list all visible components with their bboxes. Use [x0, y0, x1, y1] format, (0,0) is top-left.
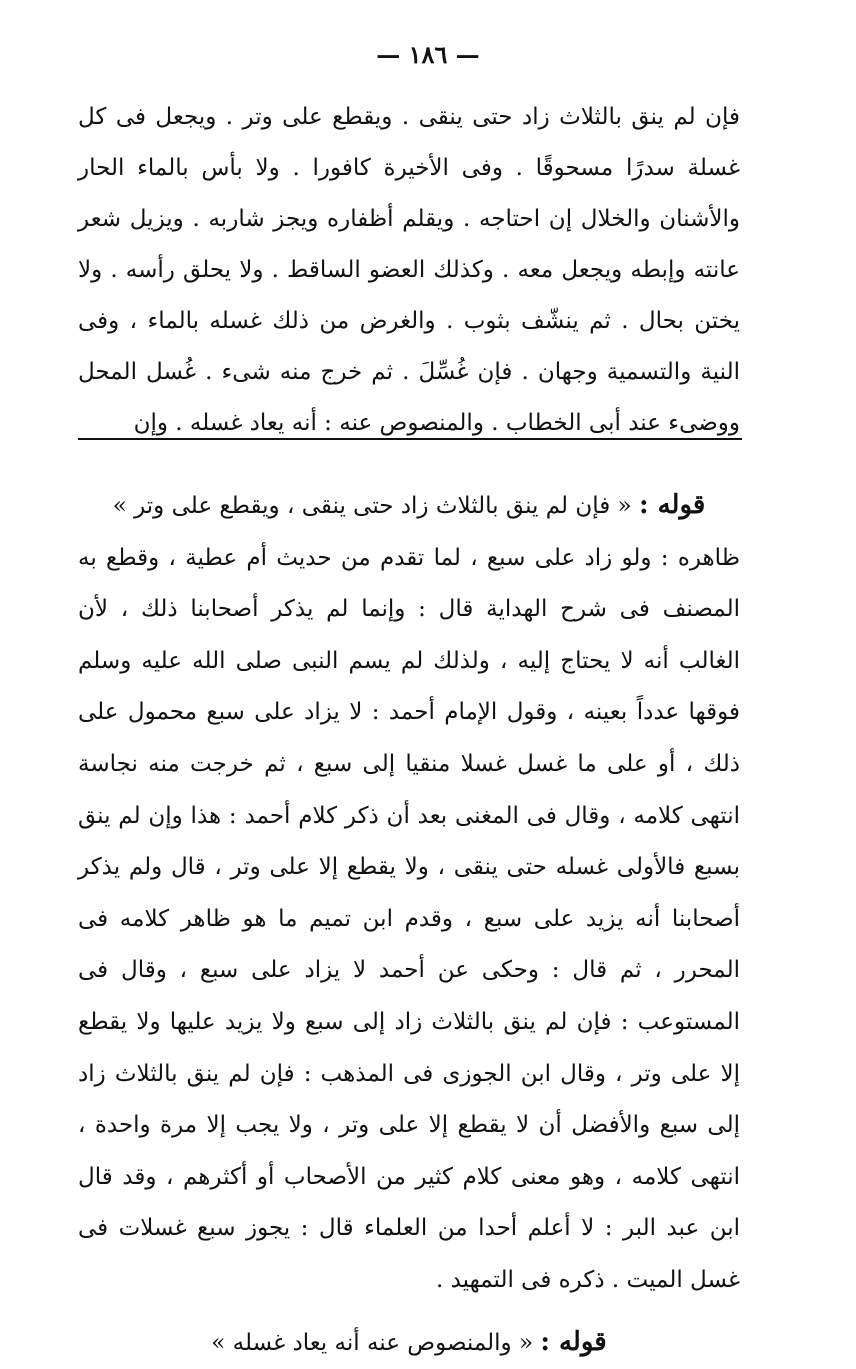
second-quote-heading: [78, 1317, 740, 1369]
commentary-section: [78, 480, 740, 1369]
main-text: فإن لم ينق بالثلاث زاد حتى ينقى . ويقطع على وتر . ويجعل فى كل غسلة سدرًا مسحوقًا . وفى الأخيرة كافورا . ولا بأس بالماء الحار والأشنان والخلال إن احتاجه . ويقلم أظفاره ويجز شاربه . ويزيل شعر عانته وإبطه ويجعل معه . وكذلك العضو الساقط . ولا يحلق رأسه . ولا يختن بحال . ثم ينشّف بثوب . والغرض من ذلك غسله بالماء ، وفى النية والتسمية وجهان . فإن غُسِّلَ . ثم خرج منه شىء . غُسل المحل ووضىء عند أبى الخطاب . والمنصوص عنه : أنه يعاد غسله . وإن: [78, 92, 740, 449]
quote-label: قوله :: [540, 1327, 606, 1357]
first-quote-heading: [78, 480, 740, 533]
page-number: — ١٨٦ —: [0, 40, 856, 69]
commentary-body: ظاهره : ولو زاد على سبع ، لما تقدم من حديث أم عطية ، وقطع به المصنف فى شرح الهداية قال : وإنما لم يذكر أصحابنا ذلك ، لأن الغالب أنه لا يحتاج إليه ، ولذلك لم يسم النبى صلى الله عليه وسلم فوقها عدداً بعينه ، وقول الإمام أحمد : لا يزاد على سبع محمول على ذلك ، أو على ما غسل غسلا منقيا إلى سبع ، ثم خرجت منه نجاسة انتهى كلامه ، وقال فى المغنى بعد أن ذكر كلام أحمد : هذا وإن لم ينق بسبع فالأولى غسله حتى ينقى ، ولا يقطع إلا على وتر ، قال ولم يذكر أصحابنا أنه يزيد على سبع ، وقدم ابن تميم ما هو ظاهر كلامه فى المحرر ، ثم قال : وحكى عن أحمد لا يزاد على سبع ، وقال فى المستوعب : فإن لم ينق بالثلاث زاد إلى سبع ولا يزيد عليها ولا يقطع إلا على وتر ، وقال ابن الجوزى فى المذهب : فإن لم ينق بالثلاث زاد إلى سبع والأفضل أن لا يقطع إلا على وتر ، ولا يجب إلا مرة واحدة ، انتهى كلامه ، وهو معنى كلام كثير من الأصحاب أو أكثرهم ، وقد قال ابن عبد البر : لا أعلم أحدا من العلماء قال : يجوز سبع غسلات فى غسل الميت . ذكره فى التمهيد .: [78, 533, 740, 1307]
first-quote-text: « فإن لم ينق بالثلاث زاد حتى ينقى ، ويقطع على وتر »: [113, 493, 632, 519]
quote-label: قوله :: [639, 490, 705, 520]
second-quote-text: « والمنصوص عنه أنه يعاد غسله »: [211, 1330, 533, 1356]
separator-line: [78, 438, 742, 440]
